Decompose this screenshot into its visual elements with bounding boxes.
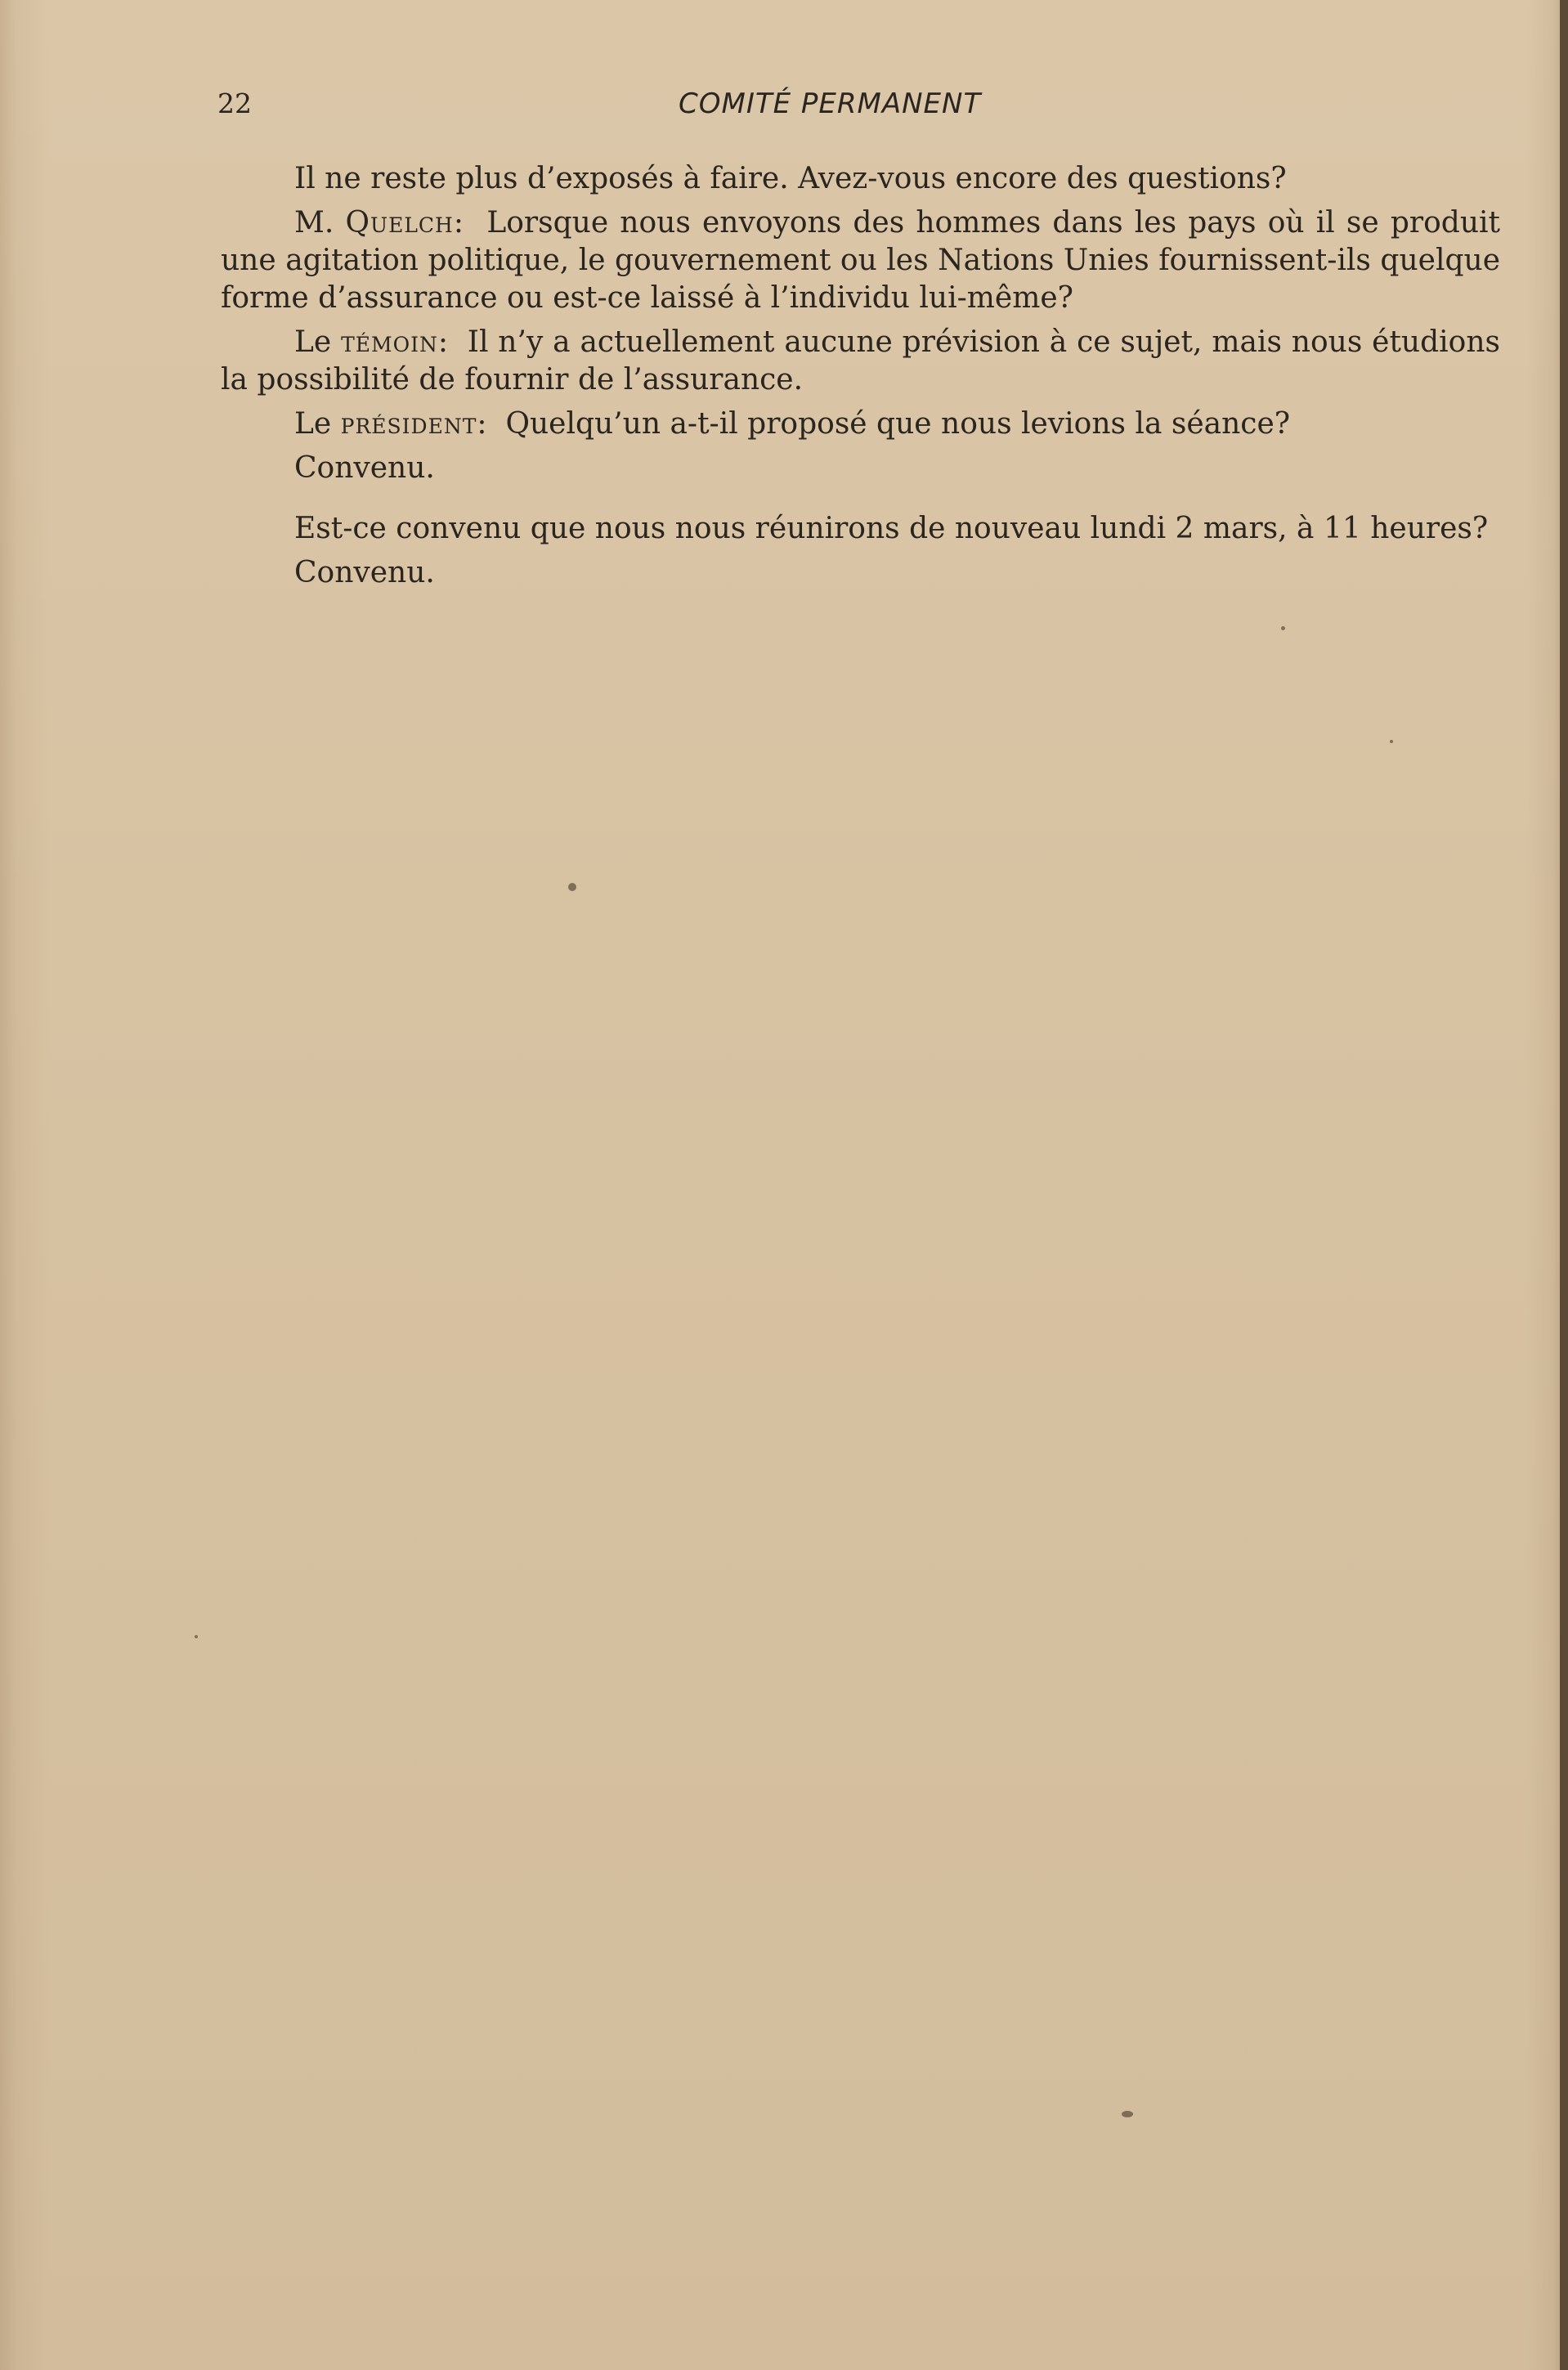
paper-speck [1390,740,1393,743]
speech-text: Lorsque nous envoyons des hommes dans les pays où il se produit une agitation politique, le gouvernement ou les Nations Unies fournissent-ils quelque forme d’assurance ou est-ce laissé à l’individu lui-même? [221,206,1501,315]
page-edge [1560,0,1568,2370]
document-body [221,160,1500,598]
speaker-prefix: Le [294,407,341,441]
paragraph-agreed-final: Convenu. [294,556,435,589]
speaker-colon: : [477,407,487,441]
paragraph-president-question [221,405,1500,443]
speech-text: Quelqu’un a-t-il proposé que nous levions la séance? [505,407,1291,441]
paragraph-witness-answer [221,324,1500,399]
paper-speck [195,1635,198,1638]
speaker-name: témoin [341,325,438,359]
speaker-name: Quelch [345,206,454,240]
speaker-colon: : [437,325,448,359]
speaker-prefix: Le [294,325,342,359]
speaker-prefix: M. [294,206,346,240]
running-head: COMITÉ PERMANENT [679,87,982,120]
paper-speck [1281,626,1285,630]
speaker-colon: : [453,206,464,240]
paragraph-closing-statement: Il ne reste plus d’exposés à faire. Avez-vous encore des questions? [294,162,1287,195]
paragraph-next-meeting: Est-ce convenu que nous nous réunirons de nouveau lundi 2 mars, à 11 heures? [294,512,1489,545]
paragraph-agreed: Convenu. [294,451,435,485]
page-number: 22 [217,87,252,119]
paper-speck [568,883,576,891]
paragraph-quelch-question [221,204,1500,317]
speaker-name: président [340,407,477,441]
paper-speck [1122,2111,1133,2117]
speech-text: Il n’y a actuellement aucune prévision à ce sujet, mais nous étudions la possibilité de fournir de l’assurance. [221,325,1501,396]
